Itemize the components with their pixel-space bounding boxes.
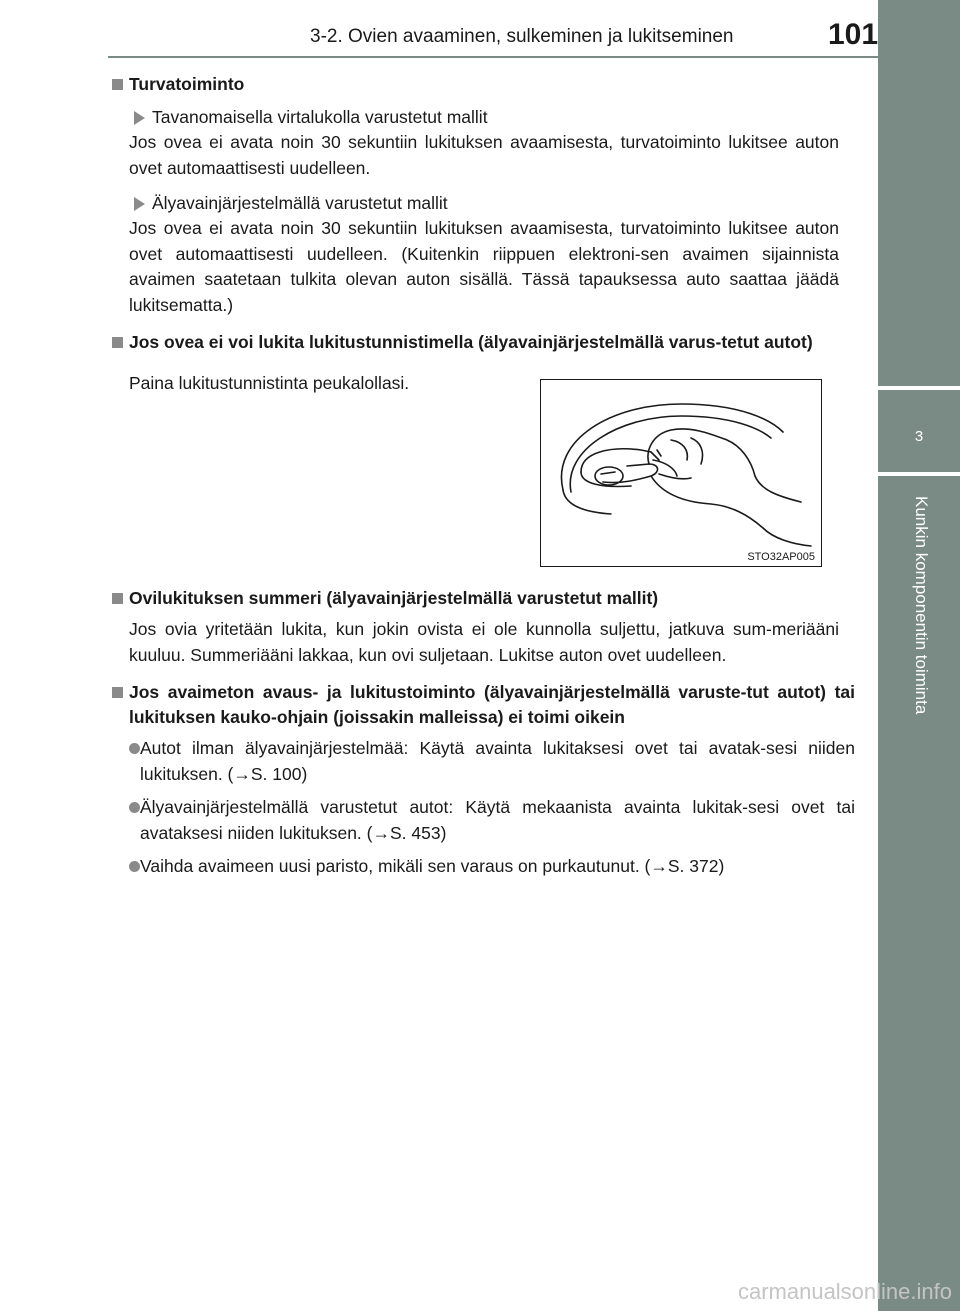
door-handle-drawing [541, 380, 821, 566]
section-heading [110, 72, 855, 97]
chapter-number: 3 [914, 428, 924, 445]
list-item [110, 736, 855, 787]
section-heading-text: Jos ovea ei voi lukita lukitustunnistimella (älyavainjärjestelmällä varus-tetut autot) [129, 332, 813, 352]
round-bullet-icon [129, 861, 140, 872]
chapter-tab [878, 390, 960, 472]
list-item [110, 795, 855, 846]
side-tab-top [878, 0, 960, 386]
list-item-text: Älyavainjärjestelmällä varustetut autot: Käytä mekaanista avainta lukitak-sesi ovet tai avataksesi niiden lukituksen. (→S. 453) [140, 797, 855, 843]
round-bullet-icon [129, 802, 140, 813]
square-bullet-icon [112, 687, 123, 698]
section-heading-text: Jos avaimeton avaus- ja lukitustoiminto (älyavainjärjestelmällä varuste-tut autot) tai lukituksen kauko-ohjain (joissakin malleissa) ei toimi oikein [129, 682, 855, 727]
section-heading [110, 330, 855, 355]
section-turvatoiminto [110, 72, 855, 318]
subsection-heading-text: Tavanomaisella virtalukolla varustetut mallit [152, 107, 488, 127]
page-number: 101 [828, 18, 879, 51]
watermark: carmanualsonline.info [737, 1279, 952, 1304]
list-item-text: Autot ilman älyavainjärjestelmää: Käytä avainta lukitaksesi ovet tai avatak-sesi niiden lukituksen. (→S. 100) [140, 738, 855, 784]
list-item-text: Vaihda avaimeen uusi paristo, mikäli sen varaus on purkautunut. (→S. 372) [140, 856, 725, 876]
section-heading [110, 586, 855, 611]
subsection-heading [110, 191, 855, 216]
section-avaimeton-avaus [110, 680, 855, 880]
section-summeri [110, 586, 855, 668]
round-bullet-icon [129, 743, 140, 754]
section-title: 3-2. Ovien avaaminen, sulkeminen ja lukitseminen [310, 26, 734, 47]
paragraph: Jos ovea ei avata noin 30 sekuntiin lukituksen avaamisesta, turvatoiminto lukitsee auton ovet automaattisesti uudelleen. [129, 132, 839, 178]
header-divider [108, 56, 880, 58]
square-bullet-icon [112, 79, 123, 90]
chapter-label: Kunkin komponentin toiminta [912, 496, 931, 715]
door-handle-illustration [540, 379, 822, 567]
subsection-heading [110, 105, 855, 130]
paragraph: Jos ovea ei avata noin 30 sekuntiin lukituksen avaamisesta, turvatoiminto lukitsee auton ovet automaattisesti uudelleen. (Kuitenkin riippuen elektroni-sen avaimen sijainnista avaimen saatetaan tulkita olevan auton sisällä. Tässä tapauksessa auto saattaa jäädä lukitsematta.) [129, 218, 839, 315]
subsection-heading-text: Älyavainjärjestelmällä varustetut mallit [152, 193, 448, 213]
section-heading-text: Turvatoiminto [129, 74, 245, 94]
section-heading-text: Ovilukituksen summeri (älyavainjärjestelmällä varustetut mallit) [129, 588, 659, 608]
square-bullet-icon [112, 337, 123, 348]
triangle-bullet-icon [134, 111, 145, 125]
section-heading [110, 680, 855, 730]
triangle-bullet-icon [134, 197, 145, 211]
square-bullet-icon [112, 593, 123, 604]
page-content-lower [110, 586, 855, 880]
figure-code: STO32AP005 [747, 551, 815, 563]
paragraph: Jos ovia yritetään lukita, kun jokin ovista ei ole kunnolla suljettu, jatkuva sum-meriääni kuuluu. Summeriääni lakkaa, kun ovi suljetaan. Lukitse auton ovet uudelleen. [129, 619, 839, 665]
list-item [110, 854, 855, 880]
page-content [110, 72, 855, 397]
paragraph: Paina lukitustunnistinta peukalollasi. [129, 373, 410, 393]
